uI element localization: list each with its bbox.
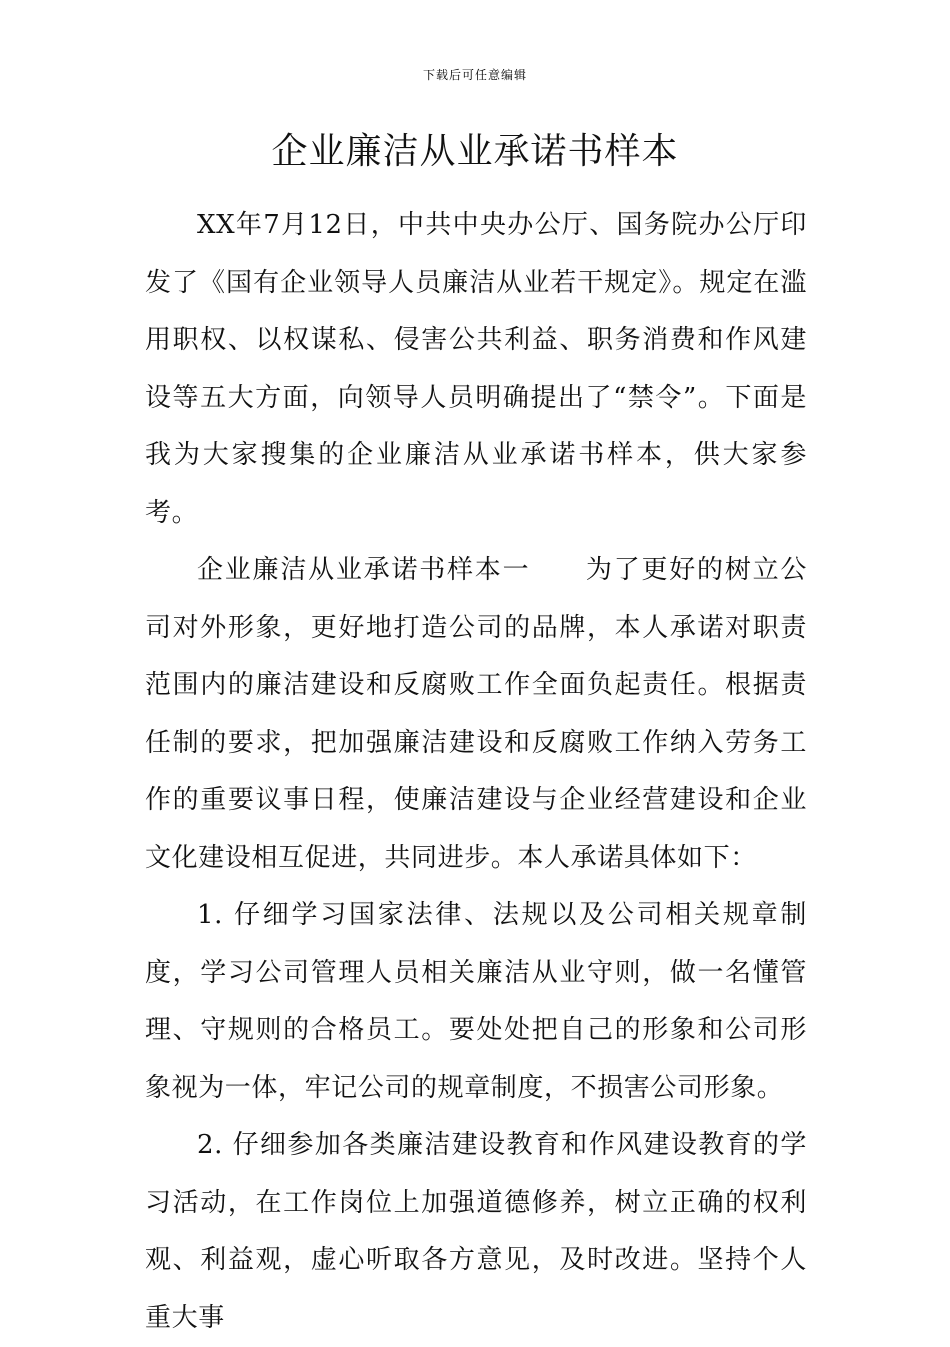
- document-body: [145, 197, 807, 1347]
- paragraph-item-2: 2. 仔细参加各类廉洁建设教育和作风建设教育的学习活动，在工作岗位上加强道德修养，树立正确的权利观、利益观，虚心听取各方意见，及时改进。坚持个人重大事: [145, 1130, 807, 1333]
- paragraph-sample-one: 企业廉洁从业承诺书样本一 为了更好的树立公司对外形象，更好地打造公司的品牌，本人承诺对职责范围内的廉洁建设和反腐败工作全面负起责任。根据责任制的要求，把加强廉洁建设和反腐败工作纳入劳务工作的重要议事日程，使廉洁建设与企业经营建设和企业文化建设相互促进，共同进步。本人承诺具体如下：: [145, 555, 807, 873]
- header-note: 下载后可任意编辑: [422, 68, 527, 82]
- paragraph-item-1: 1. 仔细学习国家法律、法规以及公司相关规章制度，学习公司管理人员相关廉洁从业守则，做一名懂管理、守规则的合格员工。要处处把自己的形象和公司形象视为一体，牢记公司的规章制度，不损害公司形象。: [145, 900, 807, 1103]
- paragraph-intro: XX年7月12日，中共中央办公厅、国务院办公厅印发了《国有企业领导人员廉洁从业若干规定》。规定在滥用职权、以权谋私、侵害公共利益、职务消费和作风建设等五大方面，向领导人员明确提出了“禁令”。下面是我为大家搜集的企业廉洁从业承诺书样本，供大家参考。: [145, 210, 807, 528]
- document-title: 企业廉洁从业承诺书样本: [271, 131, 679, 172]
